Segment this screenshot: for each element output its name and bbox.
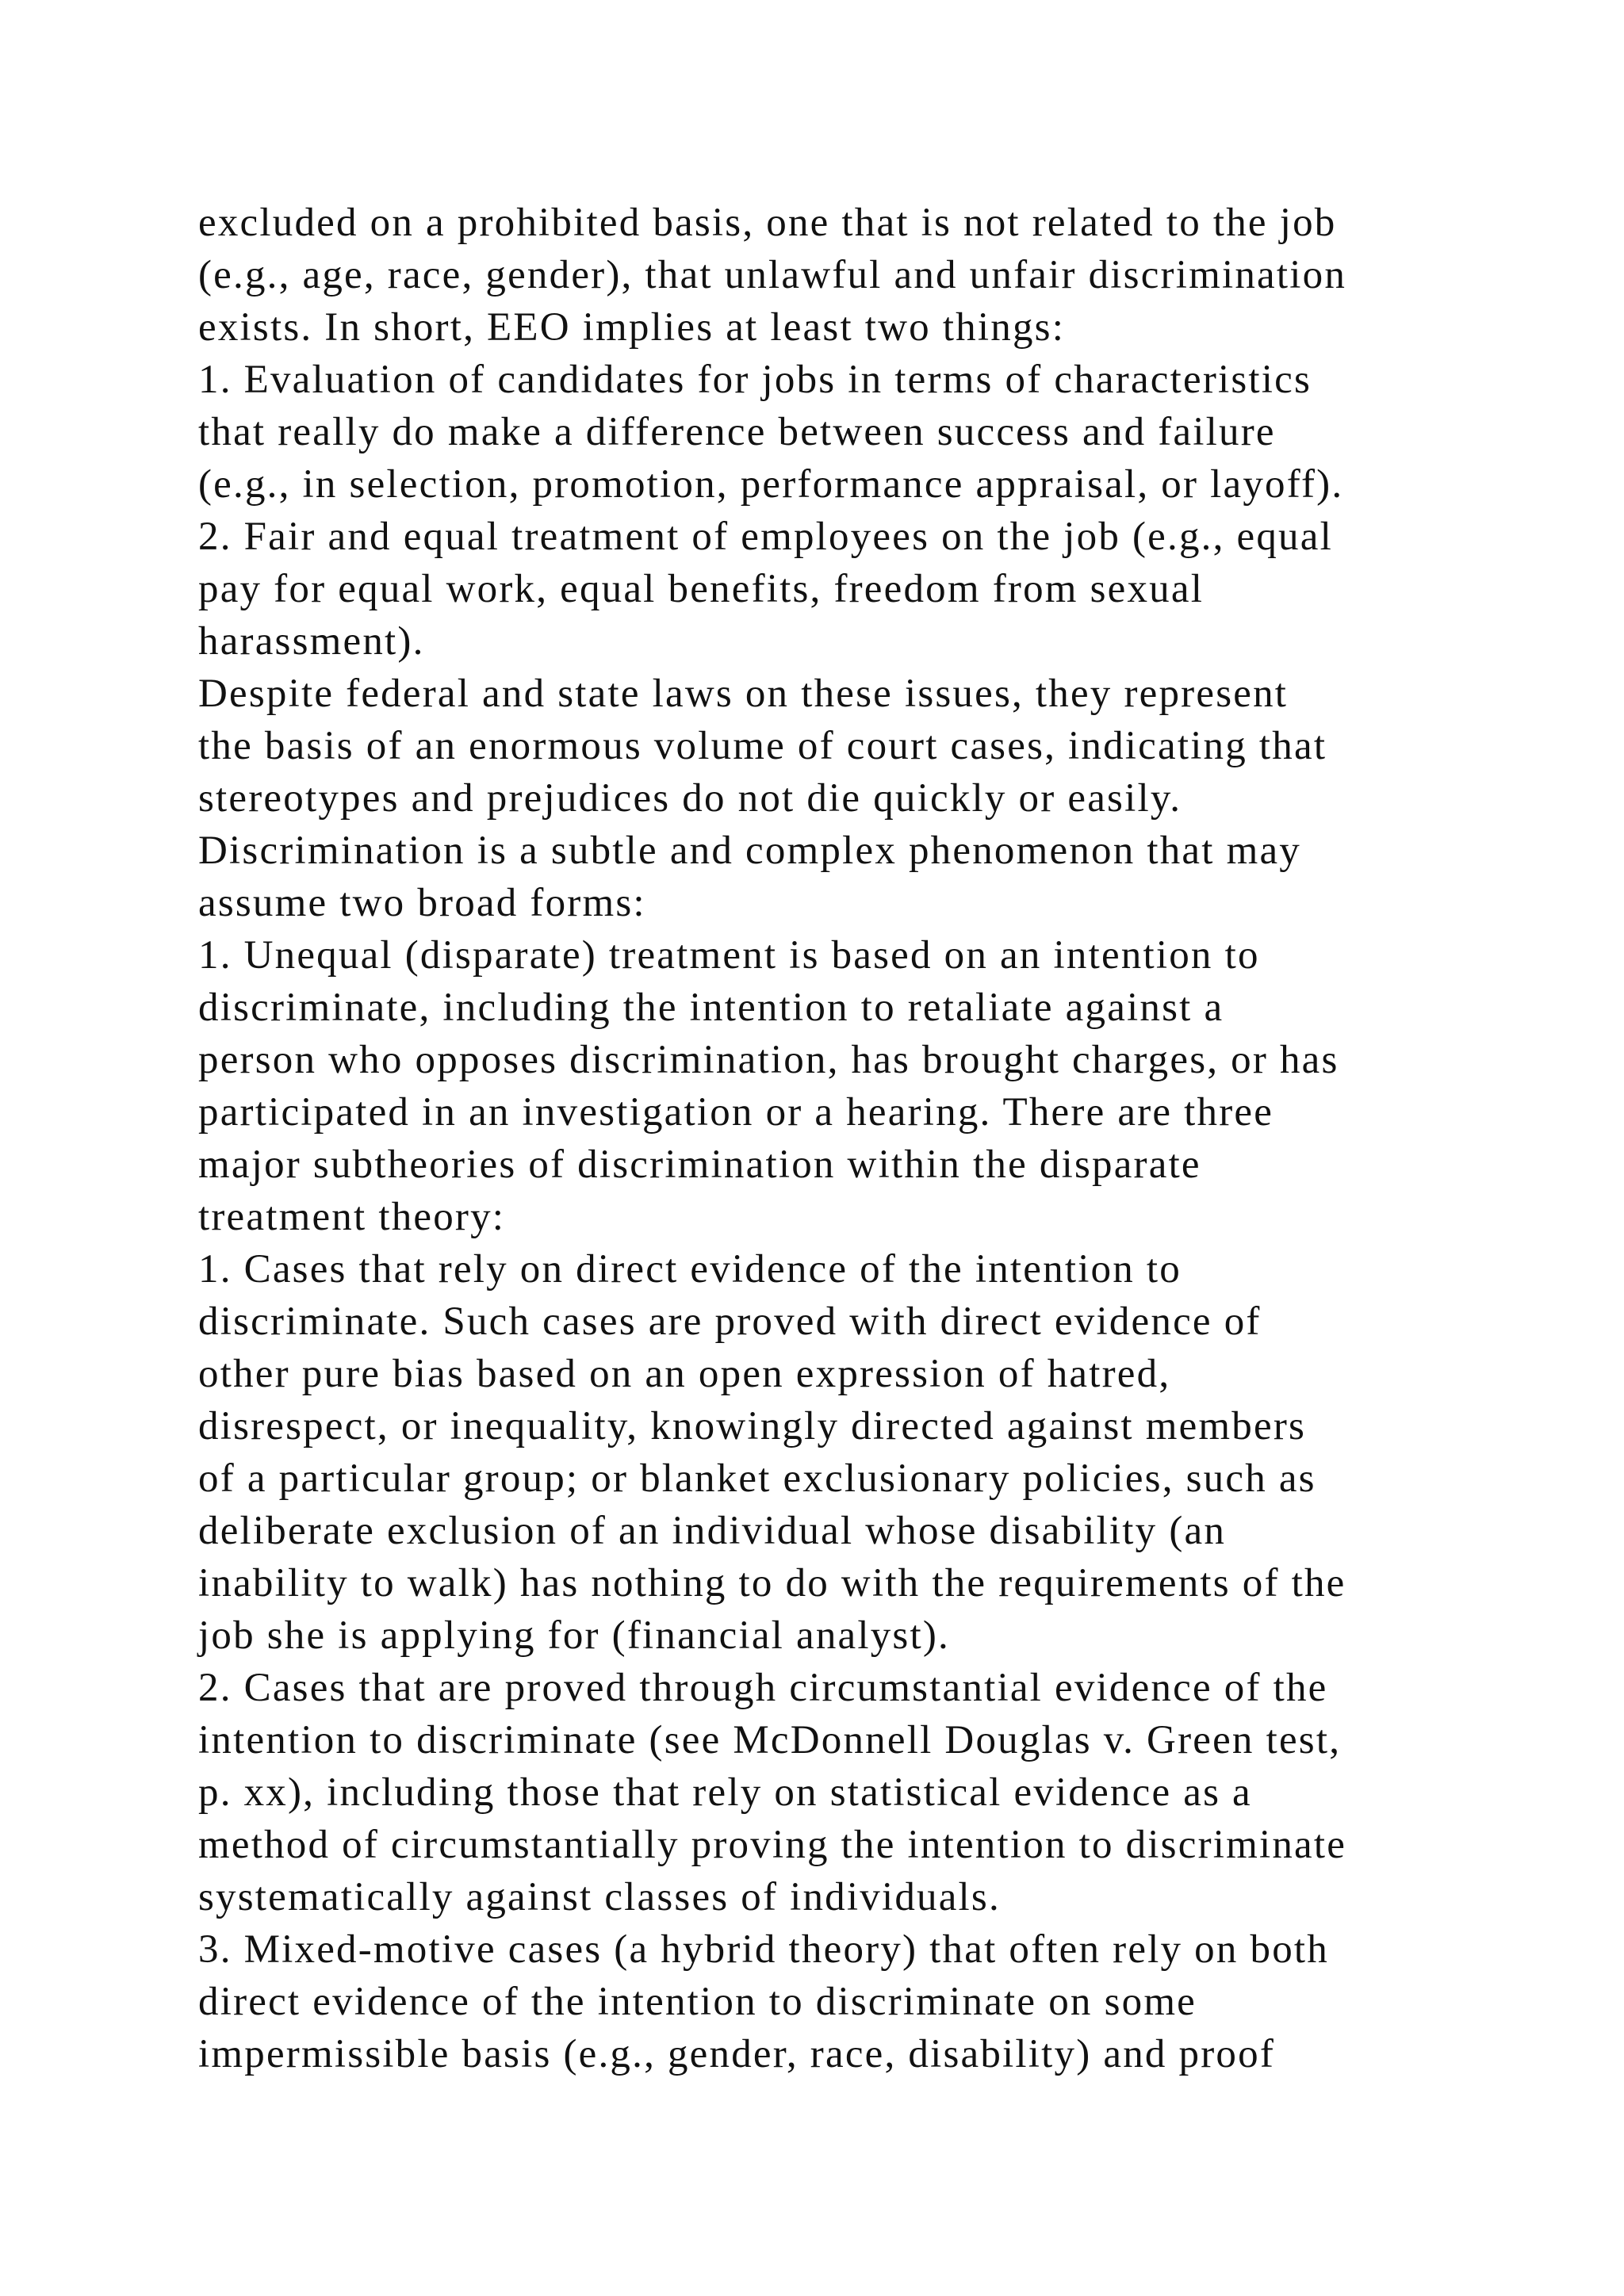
- text-line-22: discriminate. Such cases are proved with direct evidence of: [198, 1299, 1262, 1344]
- text-line-1: excluded on a prohibited basis, one that is not related to the job: [198, 201, 1337, 245]
- text-line-14: assume two broad forms:: [198, 881, 646, 925]
- text-line-31: p. xx), including those that rely on statistical evidence as a: [198, 1770, 1252, 1815]
- text-line-15: 1. Unequal (disparate) treatment is based on an intention to: [198, 933, 1260, 978]
- text-line-20: treatment theory:: [198, 1195, 506, 1239]
- text-line-2: (e.g., age, race, gender), that unlawful and unfair discrimination: [198, 253, 1347, 297]
- text-line-18: participated in an investigation or a hearing. There are three: [198, 1090, 1274, 1135]
- text-line-16: discriminate, including the intention to retaliate against a: [198, 985, 1224, 1030]
- text-line-13: Discrimination is a subtle and complex phenomenon that may: [198, 828, 1301, 873]
- text-line-7: 2. Fair and equal treatment of employees on the job (e.g., equal: [198, 515, 1333, 559]
- text-line-27: inability to walk) has nothing to do with the requirements of the: [198, 1561, 1346, 1605]
- text-line-24: disrespect, or inequality, knowingly directed against members: [198, 1404, 1307, 1448]
- text-line-25: of a particular group; or blanket exclusionary policies, such as: [198, 1456, 1316, 1501]
- text-line-30: intention to discriminate (see McDonnell Douglas v. Green test,: [198, 1718, 1342, 1762]
- text-line-4: 1. Evaluation of candidates for jobs in terms of characteristics: [198, 358, 1312, 402]
- text-line-9: harassment).: [198, 619, 425, 664]
- text-line-26: deliberate exclusion of an individual whose disability (an: [198, 1509, 1227, 1553]
- text-line-6: (e.g., in selection, promotion, performance appraisal, or layoff).: [198, 462, 1344, 507]
- text-line-8: pay for equal work, equal benefits, freedom from sexual: [198, 567, 1205, 611]
- text-line-28: job she is applying for (financial analyst).: [198, 1613, 950, 1658]
- text-line-35: direct evidence of the intention to discriminate on some: [198, 1980, 1197, 2024]
- text-line-5: that really do make a difference between success and failure: [198, 410, 1276, 454]
- text-line-34: 3. Mixed-motive cases (a hybrid theory) that often rely on both: [198, 1927, 1330, 1972]
- text-line-19: major subtheories of discrimination within the disparate: [198, 1142, 1201, 1187]
- text-line-10: Despite federal and state laws on these issues, they represent: [198, 672, 1289, 716]
- text-line-17: person who opposes discrimination, has brought charges, or has: [198, 1038, 1339, 1082]
- text-line-36: impermissible basis (e.g., gender, race, disability) and proof: [198, 2032, 1276, 2076]
- text-line-23: other pure bias based on an open expression of hatred,: [198, 1352, 1171, 1396]
- text-line-29: 2. Cases that are proved through circumstantial evidence of the: [198, 1666, 1328, 1710]
- text-line-33: systematically against classes of individuals.: [198, 1875, 1001, 1919]
- text-line-11: the basis of an enormous volume of court cases, indicating that: [198, 724, 1327, 768]
- text-line-12: stereotypes and prejudices do not die quickly or easily.: [198, 776, 1182, 821]
- text-line-21: 1. Cases that rely on direct evidence of the intention to: [198, 1247, 1182, 1292]
- text-line-32: method of circumstantially proving the intention to discriminate: [198, 1823, 1347, 1867]
- document-body-text: [198, 197, 1499, 2080]
- text-line-3: exists. In short, EEO implies at least two things:: [198, 305, 1066, 350]
